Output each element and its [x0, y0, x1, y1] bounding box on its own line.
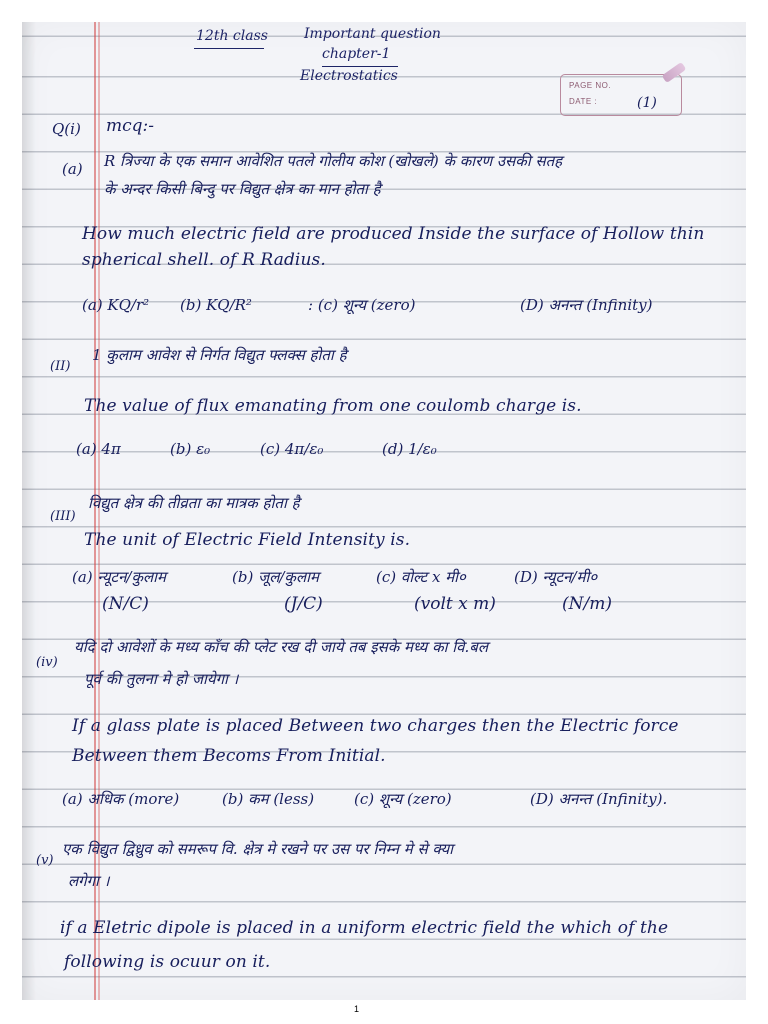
q5-hindi-line-1: एक विद्युत द्विध्रुव को समरूप वि. क्षेत्र मे रखने पर उस पर निम्न मे से क्या: [62, 840, 454, 858]
section-label: mcq:-: [106, 116, 154, 136]
q3-option-c: (c) वोल्ट x मी०: [376, 568, 466, 586]
q2-option-d: (d) 1/ε₀: [382, 440, 437, 458]
subject-label: Electrostatics: [300, 68, 398, 84]
q2-english-line-1: The value of flux emanating from one coulomb charge is.: [84, 396, 582, 416]
q4-english-line-2: Between them Becoms From Initial.: [72, 746, 386, 766]
q3-option-d: (D) न्यूटन/मी०: [514, 568, 598, 586]
question-marker-iv: (iv): [36, 655, 58, 670]
q2-option-a: (a) 4π: [76, 440, 121, 458]
q1-option-d: (D) अनन्त (Infinity): [520, 296, 653, 314]
q1-english-line-2: spherical shell. of R Radius.: [82, 250, 326, 270]
q4-option-c: (c) शून्य (zero): [354, 790, 452, 808]
class-label: 12th class: [196, 28, 268, 44]
date-label: DATE :: [569, 97, 598, 106]
q3-option-b: (b) जूल/कुलाम: [232, 568, 319, 586]
page-spine-shadow: [22, 22, 36, 1000]
q4-english-line-1: If a glass plate is placed Between two charges then the Electric force: [72, 716, 679, 736]
chapter-underline: [322, 66, 398, 67]
q5-english-line-2: following is ocuur on it.: [64, 952, 271, 972]
title: Important question: [304, 26, 441, 42]
class-underline: [194, 48, 264, 49]
q4-hindi-line-2: पूर्व की तुलना मे हो जायेगा ।: [84, 670, 239, 688]
q1-hindi-line-1: R त्रिज्या के एक समान आवेशित पतले गोलीय कोश (खोखले) के कारण उसकी सतह: [104, 152, 563, 170]
q4-option-a: (a) अधिक (more): [62, 790, 180, 808]
page-date-stamp: [560, 74, 682, 116]
q3-unit-d: (N/m): [562, 594, 612, 614]
q4-hindi-line-1: यदि दो आवेशों के मध्य काँच की प्लेट रख दी जाये तब इसके मध्य का वि.बल: [74, 638, 489, 656]
question-marker-a: (a): [62, 160, 83, 178]
page-no-value: (1): [637, 95, 657, 111]
question-marker-ii: (II): [50, 359, 71, 374]
q2-hindi-line-1: 1 कुलाम आवेश से निर्गत विद्युत फ्लक्स होता है: [92, 346, 347, 364]
q3-hindi-line-1: विद्युत क्षेत्र की तीव्रता का मात्रक होता है: [88, 494, 300, 512]
q5-english-line-1: if a Eletric dipole is placed in a uniform electric field the which of the: [60, 918, 669, 938]
q3-unit-c: (volt x m): [414, 594, 496, 614]
q1-english-line-1: How much electric field are produced Inside the surface of Hollow thin: [82, 224, 705, 244]
page-no-label: PAGE NO.: [569, 81, 612, 90]
chapter-label: chapter-1: [322, 46, 391, 62]
q1-option-b: (b) KQ/R²: [180, 296, 252, 314]
q1-option-c: : (c) शून्य (zero): [308, 296, 416, 314]
q3-english-line-1: The unit of Electric Field Intensity is.: [84, 530, 411, 550]
q4-option-d: (D) अनन्त (Infinity).: [530, 790, 668, 808]
q2-option-b: (b) ε₀: [170, 440, 211, 458]
q3-unit-b: (J/C): [284, 594, 323, 614]
q5-hindi-line-2: लगेगा ।: [68, 872, 110, 890]
q4-option-b: (b) कम (less): [222, 790, 315, 808]
page-number: 1: [354, 1004, 360, 1014]
q2-option-c: (c) 4π/ε₀: [260, 440, 324, 458]
section-marker: Q(i): [52, 120, 81, 138]
q1-hindi-line-2: के अन्दर किसी बिन्दु पर विद्युत क्षेत्र का मान होता है: [104, 180, 381, 198]
notebook-page: [22, 22, 746, 1000]
q3-option-a: (a) न्यूटन/कुलाम: [72, 568, 167, 586]
q3-unit-a: (N/C): [102, 594, 149, 614]
q1-option-a: (a) KQ/r²: [82, 296, 150, 314]
question-marker-iii: (III): [50, 509, 76, 524]
question-marker-v: (v): [36, 853, 54, 868]
